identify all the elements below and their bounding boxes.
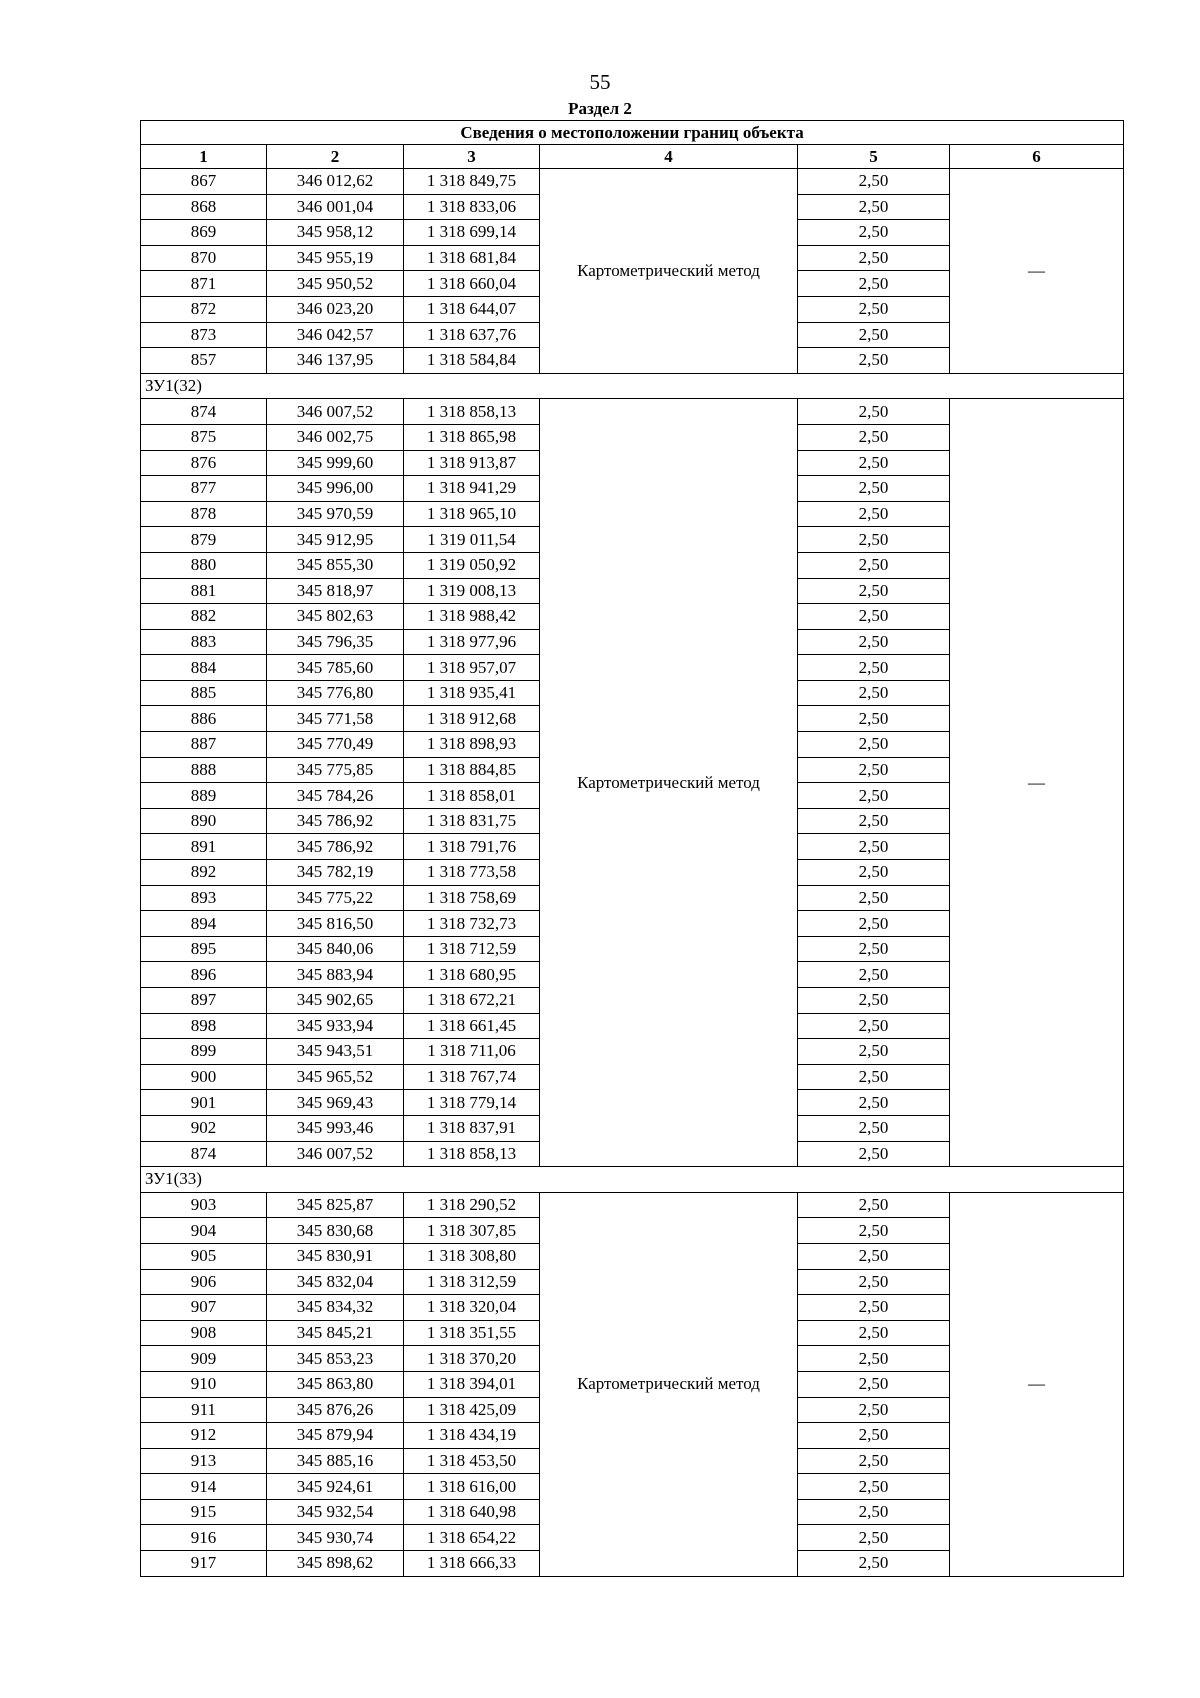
column-number: 3	[404, 145, 540, 169]
accuracy-value: 2,50	[798, 1448, 950, 1474]
coordinate-x: 345 924,61	[267, 1474, 404, 1500]
group-label: ЗУ1(32)	[141, 373, 1124, 399]
coordinate-x: 345 775,85	[267, 757, 404, 783]
point-number: 902	[141, 1115, 267, 1141]
coordinate-y: 1 319 011,54	[404, 527, 540, 553]
column-number: 6	[950, 145, 1124, 169]
point-number: 890	[141, 808, 267, 834]
accuracy-value: 2,50	[798, 552, 950, 578]
coordinate-x: 345 830,91	[267, 1243, 404, 1269]
coordinate-y: 1 318 660,04	[404, 271, 540, 297]
point-number: 916	[141, 1525, 267, 1551]
coordinate-y: 1 318 308,80	[404, 1243, 540, 1269]
coordinate-x: 345 782,19	[267, 860, 404, 886]
coordinate-y: 1 318 644,07	[404, 296, 540, 322]
coordinate-y: 1 318 654,22	[404, 1525, 540, 1551]
point-number: 913	[141, 1448, 267, 1474]
coordinate-y: 1 318 711,06	[404, 1039, 540, 1065]
accuracy-value: 2,50	[798, 1371, 950, 1397]
coordinate-y: 1 318 957,07	[404, 655, 540, 681]
page-number: 55	[589, 70, 611, 94]
coordinate-x: 346 042,57	[267, 322, 404, 348]
accuracy-value: 2,50	[798, 1013, 950, 1039]
coordinate-x: 345 885,16	[267, 1448, 404, 1474]
point-number: 914	[141, 1474, 267, 1500]
coordinate-y: 1 318 394,01	[404, 1371, 540, 1397]
point-number: 875	[141, 424, 267, 450]
accuracy-value: 2,50	[798, 296, 950, 322]
method-cell: Картометрический метод	[540, 1192, 798, 1576]
coordinate-y: 1 318 425,09	[404, 1397, 540, 1423]
point-number: 868	[141, 194, 267, 220]
coordinate-x: 345 775,22	[267, 885, 404, 911]
accuracy-value: 2,50	[798, 1346, 950, 1372]
accuracy-value: 2,50	[798, 1423, 950, 1449]
coordinate-y: 1 318 773,58	[404, 860, 540, 886]
table-title-row	[141, 121, 1124, 145]
description-cell: —	[950, 399, 1124, 1167]
coordinate-x: 345 933,94	[267, 1013, 404, 1039]
coordinate-y: 1 318 858,13	[404, 1141, 540, 1167]
description-cell: —	[950, 1192, 1124, 1576]
table-title: Сведения о местоположении границ объекта	[141, 121, 1124, 145]
table-row	[141, 399, 1124, 425]
coordinate-x: 345 825,87	[267, 1192, 404, 1218]
accuracy-value: 2,50	[798, 706, 950, 732]
point-number: 881	[141, 578, 267, 604]
table-row	[141, 169, 1124, 195]
coordinate-x: 345 855,30	[267, 552, 404, 578]
accuracy-value: 2,50	[798, 732, 950, 758]
coordinate-x: 345 853,23	[267, 1346, 404, 1372]
accuracy-value: 2,50	[798, 399, 950, 425]
point-number: 907	[141, 1295, 267, 1321]
coordinate-y: 1 318 849,75	[404, 169, 540, 195]
point-number: 874	[141, 1141, 267, 1167]
accuracy-value: 2,50	[798, 220, 950, 246]
coordinate-x: 345 902,65	[267, 988, 404, 1014]
accuracy-value: 2,50	[798, 1397, 950, 1423]
coordinate-x: 346 007,52	[267, 1141, 404, 1167]
coordinate-x: 345 958,12	[267, 220, 404, 246]
coordinate-x: 346 001,04	[267, 194, 404, 220]
coordinate-y: 1 318 965,10	[404, 501, 540, 527]
accuracy-value: 2,50	[798, 757, 950, 783]
coordinate-y: 1 318 453,50	[404, 1448, 540, 1474]
point-number: 883	[141, 629, 267, 655]
coordinate-y: 1 318 858,13	[404, 399, 540, 425]
accuracy-value: 2,50	[798, 348, 950, 374]
coordinate-x: 346 012,62	[267, 169, 404, 195]
coordinate-x: 345 969,43	[267, 1090, 404, 1116]
coordinate-y: 1 318 640,98	[404, 1499, 540, 1525]
coordinate-y: 1 318 672,21	[404, 988, 540, 1014]
point-number: 899	[141, 1039, 267, 1065]
accuracy-value: 2,50	[798, 1039, 950, 1065]
accuracy-value: 2,50	[798, 424, 950, 450]
point-number: 857	[141, 348, 267, 374]
coordinate-x: 345 955,19	[267, 245, 404, 271]
coordinate-y: 1 318 370,20	[404, 1346, 540, 1372]
coordinate-x: 345 950,52	[267, 271, 404, 297]
point-number: 873	[141, 322, 267, 348]
coordinate-y: 1 318 584,84	[404, 348, 540, 374]
accuracy-value: 2,50	[798, 1090, 950, 1116]
point-number: 877	[141, 476, 267, 502]
coordinate-y: 1 318 858,01	[404, 783, 540, 809]
coordinate-x: 345 770,49	[267, 732, 404, 758]
point-number: 917	[141, 1551, 267, 1577]
point-number: 871	[141, 271, 267, 297]
coordinate-x: 345 876,26	[267, 1397, 404, 1423]
description-cell: —	[950, 169, 1124, 374]
point-number: 892	[141, 860, 267, 886]
point-number: 896	[141, 962, 267, 988]
coordinate-y: 1 318 791,76	[404, 834, 540, 860]
accuracy-value: 2,50	[798, 783, 950, 809]
accuracy-value: 2,50	[798, 629, 950, 655]
coordinate-x: 345 818,97	[267, 578, 404, 604]
coordinate-y: 1 318 935,41	[404, 680, 540, 706]
coordinate-x: 345 776,80	[267, 680, 404, 706]
coordinate-x: 345 999,60	[267, 450, 404, 476]
column-number-row	[141, 145, 1124, 169]
accuracy-value: 2,50	[798, 834, 950, 860]
coordinate-y: 1 318 977,96	[404, 629, 540, 655]
point-number: 893	[141, 885, 267, 911]
group-row	[141, 373, 1124, 399]
coordinate-y: 1 318 699,14	[404, 220, 540, 246]
coordinate-y: 1 318 320,04	[404, 1295, 540, 1321]
point-number: 891	[141, 834, 267, 860]
point-number: 903	[141, 1192, 267, 1218]
point-number: 885	[141, 680, 267, 706]
point-number: 901	[141, 1090, 267, 1116]
point-number: 904	[141, 1218, 267, 1244]
coordinate-y: 1 318 290,52	[404, 1192, 540, 1218]
accuracy-value: 2,50	[798, 808, 950, 834]
accuracy-value: 2,50	[798, 1474, 950, 1500]
coordinate-x: 345 883,94	[267, 962, 404, 988]
accuracy-value: 2,50	[798, 169, 950, 195]
coordinate-x: 345 932,54	[267, 1499, 404, 1525]
point-number: 869	[141, 220, 267, 246]
coordinate-y: 1 318 912,68	[404, 706, 540, 732]
accuracy-value: 2,50	[798, 322, 950, 348]
coordinate-x: 345 840,06	[267, 936, 404, 962]
coordinate-x: 345 845,21	[267, 1320, 404, 1346]
table-body	[141, 121, 1124, 1577]
column-number: 2	[267, 145, 404, 169]
point-number: 898	[141, 1013, 267, 1039]
coordinate-x: 345 832,04	[267, 1269, 404, 1295]
accuracy-value: 2,50	[798, 911, 950, 937]
coordinate-x: 345 785,60	[267, 655, 404, 681]
accuracy-value: 2,50	[798, 1141, 950, 1167]
coordinate-y: 1 318 680,95	[404, 962, 540, 988]
accuracy-value: 2,50	[798, 194, 950, 220]
coordinate-y: 1 318 312,59	[404, 1269, 540, 1295]
coordinate-y: 1 319 050,92	[404, 552, 540, 578]
coordinate-x: 346 007,52	[267, 399, 404, 425]
accuracy-value: 2,50	[798, 450, 950, 476]
coordinate-x: 345 898,62	[267, 1551, 404, 1577]
coordinate-y: 1 318 681,84	[404, 245, 540, 271]
coordinate-y: 1 318 833,06	[404, 194, 540, 220]
group-row	[141, 1167, 1124, 1193]
accuracy-value: 2,50	[798, 1525, 950, 1551]
accuracy-value: 2,50	[798, 1269, 950, 1295]
point-number: 894	[141, 911, 267, 937]
accuracy-value: 2,50	[798, 527, 950, 553]
boundary-coordinates-table	[140, 120, 1124, 1577]
coordinate-x: 345 796,35	[267, 629, 404, 655]
coordinate-x: 345 771,58	[267, 706, 404, 732]
coordinate-x: 346 002,75	[267, 424, 404, 450]
point-number: 911	[141, 1397, 267, 1423]
coordinate-x: 345 912,95	[267, 527, 404, 553]
coordinate-y: 1 318 988,42	[404, 604, 540, 630]
accuracy-value: 2,50	[798, 655, 950, 681]
point-number: 912	[141, 1423, 267, 1449]
accuracy-value: 2,50	[798, 1064, 950, 1090]
group-label: ЗУ1(33)	[141, 1167, 1124, 1193]
point-number: 882	[141, 604, 267, 630]
point-number: 880	[141, 552, 267, 578]
accuracy-value: 2,50	[798, 962, 950, 988]
accuracy-value: 2,50	[798, 988, 950, 1014]
point-number: 879	[141, 527, 267, 553]
accuracy-value: 2,50	[798, 1192, 950, 1218]
coordinate-x: 345 834,32	[267, 1295, 404, 1321]
coordinate-x: 345 943,51	[267, 1039, 404, 1065]
accuracy-value: 2,50	[798, 936, 950, 962]
point-number: 874	[141, 399, 267, 425]
accuracy-value: 2,50	[798, 1218, 950, 1244]
point-number: 900	[141, 1064, 267, 1090]
accuracy-value: 2,50	[798, 604, 950, 630]
column-number: 4	[540, 145, 798, 169]
accuracy-value: 2,50	[798, 860, 950, 886]
coordinate-x: 345 786,92	[267, 834, 404, 860]
accuracy-value: 2,50	[798, 476, 950, 502]
accuracy-value: 2,50	[798, 1499, 950, 1525]
column-number: 5	[798, 145, 950, 169]
point-number: 886	[141, 706, 267, 732]
method-cell: Картометрический метод	[540, 399, 798, 1167]
coordinate-y: 1 318 884,85	[404, 757, 540, 783]
accuracy-value: 2,50	[798, 1243, 950, 1269]
coordinate-y: 1 318 831,75	[404, 808, 540, 834]
coordinate-y: 1 318 941,29	[404, 476, 540, 502]
point-number: 908	[141, 1320, 267, 1346]
coordinate-y: 1 318 434,19	[404, 1423, 540, 1449]
accuracy-value: 2,50	[798, 1551, 950, 1577]
coordinate-y: 1 318 712,59	[404, 936, 540, 962]
coordinate-x: 345 930,74	[267, 1525, 404, 1551]
coordinate-y: 1 318 307,85	[404, 1218, 540, 1244]
point-number: 867	[141, 169, 267, 195]
coordinate-x: 345 993,46	[267, 1115, 404, 1141]
point-number: 878	[141, 501, 267, 527]
column-number: 1	[141, 145, 267, 169]
accuracy-value: 2,50	[798, 578, 950, 604]
accuracy-value: 2,50	[798, 501, 950, 527]
point-number: 906	[141, 1269, 267, 1295]
point-number: 888	[141, 757, 267, 783]
point-number: 905	[141, 1243, 267, 1269]
accuracy-value: 2,50	[798, 271, 950, 297]
point-number: 897	[141, 988, 267, 1014]
coordinate-x: 345 830,68	[267, 1218, 404, 1244]
method-cell: Картометрический метод	[540, 169, 798, 374]
point-number: 870	[141, 245, 267, 271]
accuracy-value: 2,50	[798, 1295, 950, 1321]
point-number: 889	[141, 783, 267, 809]
point-number: 884	[141, 655, 267, 681]
point-number: 872	[141, 296, 267, 322]
coordinate-y: 1 318 616,00	[404, 1474, 540, 1500]
accuracy-value: 2,50	[798, 885, 950, 911]
point-number: 910	[141, 1371, 267, 1397]
coordinate-y: 1 318 637,76	[404, 322, 540, 348]
coordinate-y: 1 318 767,74	[404, 1064, 540, 1090]
coordinate-y: 1 318 779,14	[404, 1090, 540, 1116]
coordinate-y: 1 318 661,45	[404, 1013, 540, 1039]
coordinate-y: 1 318 758,69	[404, 885, 540, 911]
accuracy-value: 2,50	[798, 1115, 950, 1141]
table-row	[141, 1192, 1124, 1218]
coordinate-x: 345 879,94	[267, 1423, 404, 1449]
coordinate-x: 346 137,95	[267, 348, 404, 374]
point-number: 915	[141, 1499, 267, 1525]
coordinate-x: 345 802,63	[267, 604, 404, 630]
section-title: Раздел 2	[568, 99, 632, 118]
coordinate-y: 1 318 865,98	[404, 424, 540, 450]
coordinate-y: 1 318 351,55	[404, 1320, 540, 1346]
point-number: 887	[141, 732, 267, 758]
coordinate-x: 345 784,26	[267, 783, 404, 809]
coordinate-y: 1 318 732,73	[404, 911, 540, 937]
point-number: 876	[141, 450, 267, 476]
accuracy-value: 2,50	[798, 1320, 950, 1346]
point-number: 895	[141, 936, 267, 962]
coordinate-x: 346 023,20	[267, 296, 404, 322]
coordinate-y: 1 318 898,93	[404, 732, 540, 758]
coordinate-y: 1 318 913,87	[404, 450, 540, 476]
coordinate-y: 1 318 837,91	[404, 1115, 540, 1141]
point-number: 909	[141, 1346, 267, 1372]
coordinate-x: 345 996,00	[267, 476, 404, 502]
coordinate-x: 345 863,80	[267, 1371, 404, 1397]
coordinate-x: 345 816,50	[267, 911, 404, 937]
coordinate-x: 345 786,92	[267, 808, 404, 834]
accuracy-value: 2,50	[798, 245, 950, 271]
coordinate-x: 345 965,52	[267, 1064, 404, 1090]
coordinate-y: 1 318 666,33	[404, 1551, 540, 1577]
accuracy-value: 2,50	[798, 680, 950, 706]
coordinate-y: 1 319 008,13	[404, 578, 540, 604]
coordinate-x: 345 970,59	[267, 501, 404, 527]
